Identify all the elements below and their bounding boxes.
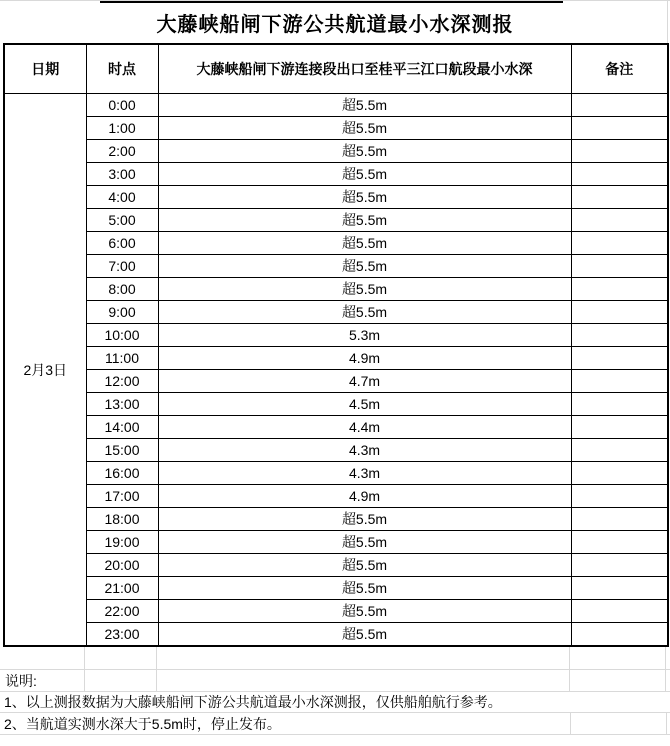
time-cell: 12:00 xyxy=(86,370,158,393)
remark-cell xyxy=(571,600,668,623)
remark-cell xyxy=(571,301,668,324)
depth-table xyxy=(3,43,669,647)
time-cell: 19:00 xyxy=(86,531,158,554)
depth-cell: 超5.5m xyxy=(158,508,571,531)
table-row xyxy=(4,301,668,324)
time-cell: 14:00 xyxy=(86,416,158,439)
table-row xyxy=(4,347,668,370)
time-cell: 23:00 xyxy=(86,623,158,647)
remark-cell xyxy=(571,370,668,393)
table-row xyxy=(4,623,668,647)
remark-cell xyxy=(571,324,668,347)
header-date: 日期 xyxy=(4,44,86,94)
table-row xyxy=(4,163,668,186)
table-row xyxy=(4,577,668,600)
table-row xyxy=(4,485,668,508)
remark-cell xyxy=(571,94,668,117)
time-cell: 13:00 xyxy=(86,393,158,416)
time-cell: 16:00 xyxy=(86,462,158,485)
remark-cell xyxy=(571,278,668,301)
note-1-text: 1、以上测报数据为大藤峡船闸下游公共航道最小水深测报，仅供船舶航行参考。 xyxy=(4,694,502,710)
depth-cell: 超5.5m xyxy=(158,600,571,623)
table-row xyxy=(4,209,668,232)
depth-cell: 超5.5m xyxy=(158,278,571,301)
remark-cell xyxy=(571,623,668,647)
table-row xyxy=(4,278,668,301)
notes-heading: 说明: xyxy=(3,670,85,691)
depth-cell: 超5.5m xyxy=(158,232,571,255)
notes-heading-row xyxy=(0,670,670,692)
depth-cell: 超5.5m xyxy=(158,577,571,600)
note-row-2 xyxy=(0,713,670,735)
time-cell: 22:00 xyxy=(86,600,158,623)
remark-cell xyxy=(571,347,668,370)
time-cell: 10:00 xyxy=(86,324,158,347)
empty-row xyxy=(0,647,670,670)
time-cell: 2:00 xyxy=(86,140,158,163)
time-cell: 11:00 xyxy=(86,347,158,370)
depth-cell: 4.3m xyxy=(158,462,571,485)
remark-cell xyxy=(571,117,668,140)
table-row xyxy=(4,508,668,531)
notes-section xyxy=(0,647,670,735)
depth-cell: 超5.5m xyxy=(158,117,571,140)
gridline-vertical xyxy=(570,713,571,734)
time-cell: 0:00 xyxy=(86,94,158,117)
table-row xyxy=(4,186,668,209)
remark-cell xyxy=(571,554,668,577)
depth-cell: 4.4m xyxy=(158,416,571,439)
remark-cell xyxy=(571,186,668,209)
note-2-text: 2、当航道实测水深大于5.5m时，停止发布。 xyxy=(4,715,281,732)
remark-cell xyxy=(571,508,668,531)
time-cell: 8:00 xyxy=(86,278,158,301)
table-row xyxy=(4,370,668,393)
remark-cell xyxy=(571,439,668,462)
remark-cell xyxy=(571,531,668,554)
note-row-1 xyxy=(0,692,670,713)
depth-cell: 4.7m xyxy=(158,370,571,393)
remark-cell xyxy=(571,163,668,186)
depth-cell: 超5.5m xyxy=(158,209,571,232)
depth-cell: 超5.5m xyxy=(158,301,571,324)
depth-cell: 5.3m xyxy=(158,324,571,347)
header-depth: 大藤峡船闸下游连接段出口至桂平三江口航段最小水深 xyxy=(158,44,571,94)
remark-cell xyxy=(571,393,668,416)
header-time: 时点 xyxy=(86,44,158,94)
time-cell: 5:00 xyxy=(86,209,158,232)
time-cell: 17:00 xyxy=(86,485,158,508)
remark-cell xyxy=(571,232,668,255)
table-row xyxy=(4,462,668,485)
depth-cell: 超5.5m xyxy=(158,255,571,278)
remark-cell xyxy=(571,485,668,508)
depth-cell: 超5.5m xyxy=(158,94,571,117)
header-row xyxy=(4,44,668,94)
date-cell: 2月3日 xyxy=(4,94,86,647)
time-cell: 1:00 xyxy=(86,117,158,140)
table-row xyxy=(4,393,668,416)
remark-cell xyxy=(571,416,668,439)
table-row xyxy=(4,255,668,278)
report-title: 大藤峡船闸下游公共航道最小水深测报 xyxy=(156,14,514,36)
table-row xyxy=(4,600,668,623)
table-row xyxy=(4,140,668,163)
depth-cell: 超5.5m xyxy=(158,163,571,186)
table-row xyxy=(4,324,668,347)
depth-cell: 4.9m xyxy=(158,347,571,370)
time-cell: 4:00 xyxy=(86,186,158,209)
time-cell: 20:00 xyxy=(86,554,158,577)
table-row xyxy=(4,439,668,462)
time-cell: 6:00 xyxy=(86,232,158,255)
time-cell: 15:00 xyxy=(86,439,158,462)
depth-cell: 超5.5m xyxy=(158,623,571,647)
depth-cell: 超5.5m xyxy=(158,186,571,209)
depth-cell: 超5.5m xyxy=(158,554,571,577)
depth-cell: 4.3m xyxy=(158,439,571,462)
depth-cell: 超5.5m xyxy=(158,531,571,554)
table-row xyxy=(4,232,668,255)
depth-cell: 4.5m xyxy=(158,393,571,416)
time-cell: 18:00 xyxy=(86,508,158,531)
gridline-vertical xyxy=(666,713,667,734)
table-row xyxy=(4,117,668,140)
time-cell: 9:00 xyxy=(86,301,158,324)
time-cell: 3:00 xyxy=(86,163,158,186)
remark-cell xyxy=(571,255,668,278)
table-row xyxy=(4,94,668,117)
depth-cell: 4.9m xyxy=(158,485,571,508)
remark-cell xyxy=(571,462,668,485)
table-row xyxy=(4,416,668,439)
time-cell: 21:00 xyxy=(86,577,158,600)
time-cell: 7:00 xyxy=(86,255,158,278)
depth-cell: 超5.5m xyxy=(158,140,571,163)
remark-cell xyxy=(571,140,668,163)
table-row xyxy=(4,554,668,577)
table-row xyxy=(4,531,668,554)
header-remark: 备注 xyxy=(571,44,668,94)
remark-cell xyxy=(571,577,668,600)
remark-cell xyxy=(571,209,668,232)
